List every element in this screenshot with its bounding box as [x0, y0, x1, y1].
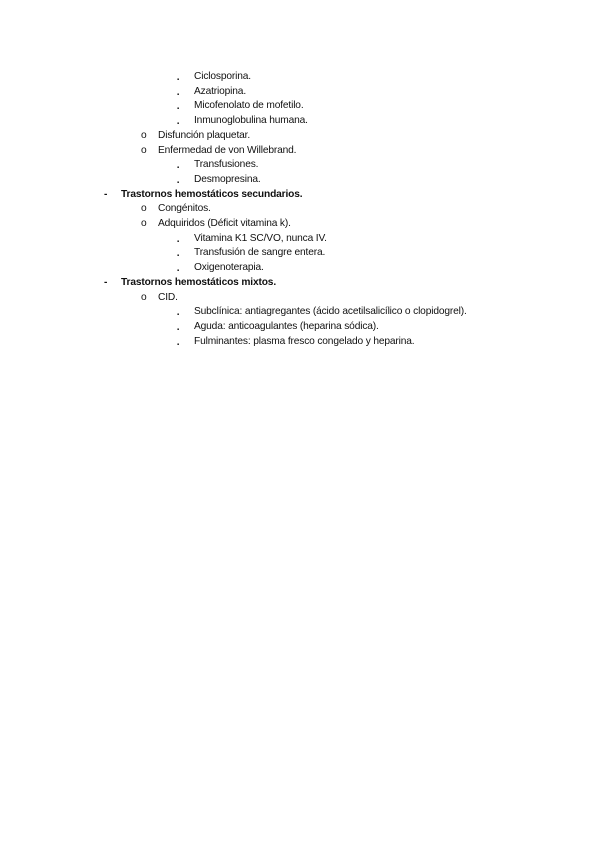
- list-item-text: Inmunoglobulina humana.: [194, 115, 308, 127]
- circle-bullet-marker: o: [141, 129, 147, 141]
- square-bullet-marker: ▪: [177, 326, 179, 333]
- dash-bullet-marker: -: [104, 276, 108, 288]
- square-bullet-marker: ▪: [177, 341, 179, 348]
- circle-bullet-marker: o: [141, 291, 147, 303]
- list-item-text: Congénitos.: [158, 203, 211, 215]
- list-item-text: Adquiridos (Déficit vitamina k).: [158, 218, 291, 229]
- square-bullet-marker: ▪: [177, 106, 179, 113]
- dash-bullet-marker: -: [104, 188, 108, 200]
- list-item-text: Transfusiones.: [194, 159, 259, 171]
- square-bullet-marker: ▪: [177, 91, 179, 98]
- list-item-text: Fulminantes: plasma fresco congelado y heparina.: [194, 335, 415, 347]
- square-bullet-marker: ▪: [177, 253, 179, 260]
- list-item-text: Subclínica: antiagregantes (ácido acetilsalicílico o clopidogrel).: [194, 306, 467, 318]
- list-item-text: Trastornos hemostáticos secundarios.: [121, 188, 303, 200]
- list-item-text: Enfermedad de von Willebrand.: [158, 144, 297, 156]
- list-item-text: Micofenolato de mofetilo.: [194, 100, 304, 112]
- circle-bullet-marker: o: [141, 218, 147, 229]
- square-bullet-marker: ▪: [177, 121, 179, 128]
- list-item-text: Transfusión de sangre entera.: [194, 247, 326, 259]
- list-item-text: Aguda: anticoagulantes (heparina sódica).: [194, 320, 379, 332]
- list-item-text: Disfunción plaquetar.: [158, 129, 250, 141]
- list-item-text: Oxigenoterapia.: [194, 262, 264, 274]
- list-item-text: Azatriopina.: [194, 85, 246, 97]
- list-item-text: Desmopresina.: [194, 173, 261, 185]
- list-item-text: CID.: [158, 291, 178, 303]
- square-bullet-marker: ▪: [177, 238, 179, 245]
- square-bullet-marker: ▪: [177, 165, 179, 172]
- square-bullet-marker: ▪: [177, 179, 179, 186]
- list-item-text: Ciclosporina.: [194, 71, 251, 82]
- list-item-text: Vitamina K1 SC/VO, nunca IV.: [194, 232, 327, 244]
- list-item-text: Trastornos hemostáticos mixtos.: [121, 276, 276, 288]
- circle-bullet-marker: o: [141, 203, 147, 215]
- circle-bullet-marker: o: [141, 144, 147, 156]
- square-bullet-marker: ▪: [177, 268, 179, 275]
- square-bullet-marker: ▪: [177, 77, 179, 83]
- square-bullet-marker: ▪: [177, 312, 179, 319]
